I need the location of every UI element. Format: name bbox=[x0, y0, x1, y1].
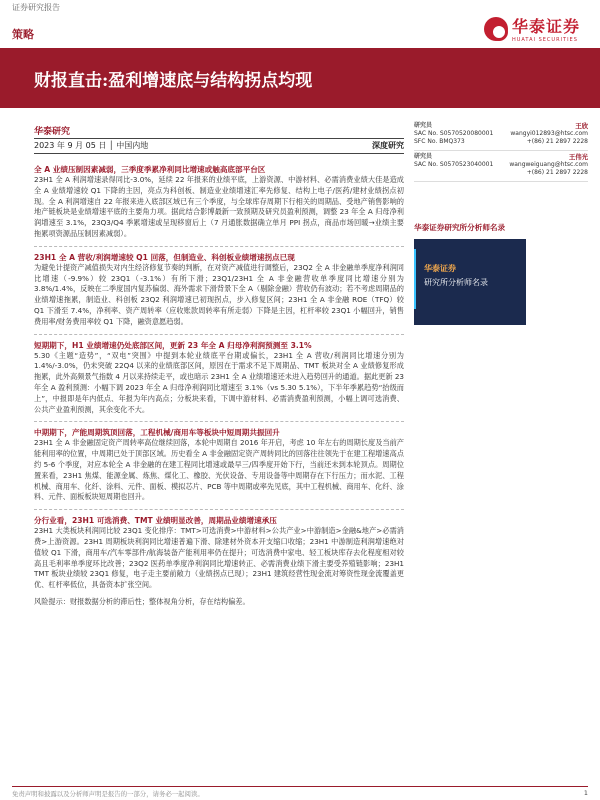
report-type-label: 证券研究报告 bbox=[12, 3, 60, 12]
section-body: 23H1 大类板块利润同比较 23Q1 变化排序：TMT>可选消费>中游材料>公共产业>中游制造>金融&地产>必需消费>上游资源。23H1 周期板块利润同比增速普遍下滑、除建材外资本开支缩口收缩；23H1 中游制造利润增速绝对值较 Q1 下滑，商用车/汽车零部件/航海装备产能利用率仍在提升；可选消费中家电、轻工板块库存去化程度相对较高且毛利率单季度环比改善；23Q2 医药单季度净利润同比增速转正、必需消费业绩下滑主要受养殖链影响；23H1 TMT 板块业绩较 23Q1 修复，电子走主要前敞力（业绩拐点已现）；23H1 建筑经营性现金流对筹资性现金流覆盖更优、杠杆率低位，具备资本扩张空间。 bbox=[34, 526, 404, 590]
section-body: 23H1 全 A 利润增速录得同比-3.0%，延续 22 年报来的业绩平底，上游资源、中游材料、必需消费业绩大佳是造成全 A 业绩增速较 Q1 下降的主因，亮点为科创板、制造业业绩增速汇率先修复、结构上电子/医药/建材业绩拐点初现。全 A 利润增速自 22 年报来进入底部区域已有三个季度，与全球库存周期下行相关的周期品、受地产销售影响的地产链板块是业绩增速平底的主要角力项。据此结合影博最新一致预期及研究员盈利预测，调整 23 年全 A 归母净利润增速至 3.1%，23Q3/Q4 季累增速或呈现移窗后上（7 月通胀数据确立单月 PPI 拐点，商品市场回暖→业绩主要拖累项资源品压制因素减弱）。 bbox=[34, 175, 404, 238]
page-footer bbox=[12, 786, 588, 798]
section bbox=[34, 340, 404, 416]
analyst-name: 王欣 bbox=[575, 122, 588, 130]
section-body: 5.30《主题“造势”，“双电”突围》中提到本轮业绩底平台期或偏长，23H1 全 A 营收/利润同比增速分别为 1.4%/-3.0%，仍未突破 22Q4 以来的业绩底部区间，原因在于需求不足下周期品、TMT 板块对全 A 业绩修复形成拖累，此外高频景气指数 4 月以来持续走平，或也暗示 23H1 全 A 业绩增速还未进入趋势回升的通道。据此更新 23 年全 A 盈利预测：小幅下调 2023 年全 A 归母净利润同比增速至 3.1%（vs 5.30 5.1%），下半年季累趋势“抬级而上”，中报即是年内低点、年报为年内高点；分板块来看，下调中游材料、必需消费盈利预测，小幅上调可选消费、公共产业盈利预测，其余变化不大。 bbox=[34, 350, 405, 414]
section-divider bbox=[34, 421, 404, 422]
analyst-sidebar bbox=[414, 120, 588, 325]
logo-cn-text: 华泰证券 bbox=[511, 17, 580, 36]
section-heading: 中期期下，产能周期筑顶回落，工程机械/商用车等板块中短周期共振回升 bbox=[34, 428, 280, 438]
logo-en-text: HUATAI SECURITIES bbox=[511, 37, 578, 43]
section bbox=[34, 164, 404, 240]
section-body: 23H1 全 A 非金融固定资产周转率高位继续回落，本轮中周期自 2016 年开启，考虑 10 年左右的周期长度及当前产能利用率的位置，中周期已处于顶部区域。历史看全 A 非金融固定资产周转同比的回落往往领先于在建工程增速高点约 5-6 个季度，对应本轮全 A 非金融的在建工程同比增速或最早三/四季度开始下行，当前还未到本轮顶点。周期位置来看，23H1 焦煤、能源金属、炼焦、煤化工、橡胶、光伏设备、专用设备等中周期存在下行压力；而水泥、工程机械、商用车、化纤、涂料、元件、面板、模拟芯片、PCB 等中周期或率先见底，其中工程机械、商用车、化纤、涂料、元件、面板板块短周期也回升。 bbox=[34, 438, 404, 502]
section-heading: 短期期下，H1 业绩增速仍处底部区间，更新 23 年全 A 归母净利润预测至 3.1% bbox=[34, 340, 312, 350]
section bbox=[34, 427, 404, 503]
section-heading: 分行业看，23H1 可选消费、TMT 业绩明显改善，周期品业绩增速承压 bbox=[34, 516, 277, 526]
report-title: 财报直击:盈利增速底与结构拐点均现 bbox=[34, 71, 313, 91]
directory-title: 华泰证券研究所分析师名录 bbox=[414, 223, 506, 232]
thumbnail-line-1: 华泰证券 bbox=[424, 264, 456, 273]
section-divider bbox=[34, 334, 404, 335]
meta-line bbox=[34, 138, 404, 154]
analyst-sac: SAC No. S0570523040001 bbox=[414, 161, 494, 168]
analyst-sfc: SFC No. BMQ373 bbox=[414, 138, 465, 145]
company-logo bbox=[484, 14, 580, 43]
section-body: 为避免计提资产减值损失对内生经济修复节奏的判断，在对资产减值进行调整后，23Q2 全 A 非金融单季度净利润同比增速（-9.9%）较 23Q1（-3.1%）有所下滑；23Q1/23H1 全 A 非金融营收单季度同比增速分别为 3.8%/1.4%，反映在二季度国内复苏偏弱、海外需求下滑背景下全 A（剔除金融）营收仍有波动；若不考虑周期品的业绩增速拖累，制造业、科创板 23Q2 利润增速已初现拐点，步入修复区间；23H1 全 A 非金融 ROE（TFQ）较 Q1 下滑至 7.4%，净利率、资产周转率（应收账款周转率有所走弱）下降是主因，杠杆率较 23Q1 小幅回升，销售费用率/财务费用率较 Q1 下降，融资意愿趋弱。 bbox=[34, 262, 404, 326]
analyst-email[interactable]: wangweiguang@htsc.com bbox=[509, 161, 588, 168]
logo-mark-icon bbox=[484, 17, 508, 41]
author-line: 华泰研究 bbox=[34, 127, 71, 137]
analyst-phone: +(86) 21 2897 2228 bbox=[526, 169, 588, 176]
footer-disclaimer: 免责声明和披露以及分析师声明是报告的一部分，请务必一起阅读。 bbox=[12, 790, 204, 798]
analyst-email[interactable]: wangyi012893@htsc.com bbox=[510, 130, 588, 137]
page-number: 1 bbox=[583, 789, 588, 797]
analyst-role: 研究员 bbox=[414, 153, 433, 160]
section-divider bbox=[34, 246, 404, 247]
report-kind: 深度研究 bbox=[372, 141, 404, 150]
section bbox=[34, 252, 404, 328]
risk-note: 风险提示：财报数据分析的滞后性；整体视角分析，存在结构偏差。 bbox=[34, 596, 250, 606]
analyst-name: 王伟光 bbox=[568, 153, 588, 161]
section-divider bbox=[34, 509, 404, 510]
thumbnail-line-2: 研究所分析师名录 bbox=[424, 278, 488, 287]
section-heading: 全 A 业绩压制因素减弱，三季度季累净利同比增速或触高底部平台区 bbox=[34, 165, 266, 174]
analyst-card bbox=[414, 120, 588, 151]
directory-thumbnail[interactable] bbox=[414, 239, 526, 325]
section-heading: 23H1 全 A 营收/利润增速较 Q1 回落，但制造业、科创板业绩增速拐点已现 bbox=[34, 252, 295, 262]
category-label: 策略 bbox=[12, 28, 34, 41]
analyst-card bbox=[414, 151, 588, 182]
analyst-role: 研究员 bbox=[414, 122, 433, 129]
title-band bbox=[0, 48, 600, 108]
analyst-phone: +(86) 21 2897 2228 bbox=[526, 138, 588, 145]
report-body bbox=[34, 164, 404, 607]
analyst-sac: SAC No. S0570520080001 bbox=[414, 130, 494, 137]
section bbox=[34, 515, 404, 591]
report-date: 2023 年 9 月 05 日 │ 中国内地 bbox=[34, 141, 149, 150]
